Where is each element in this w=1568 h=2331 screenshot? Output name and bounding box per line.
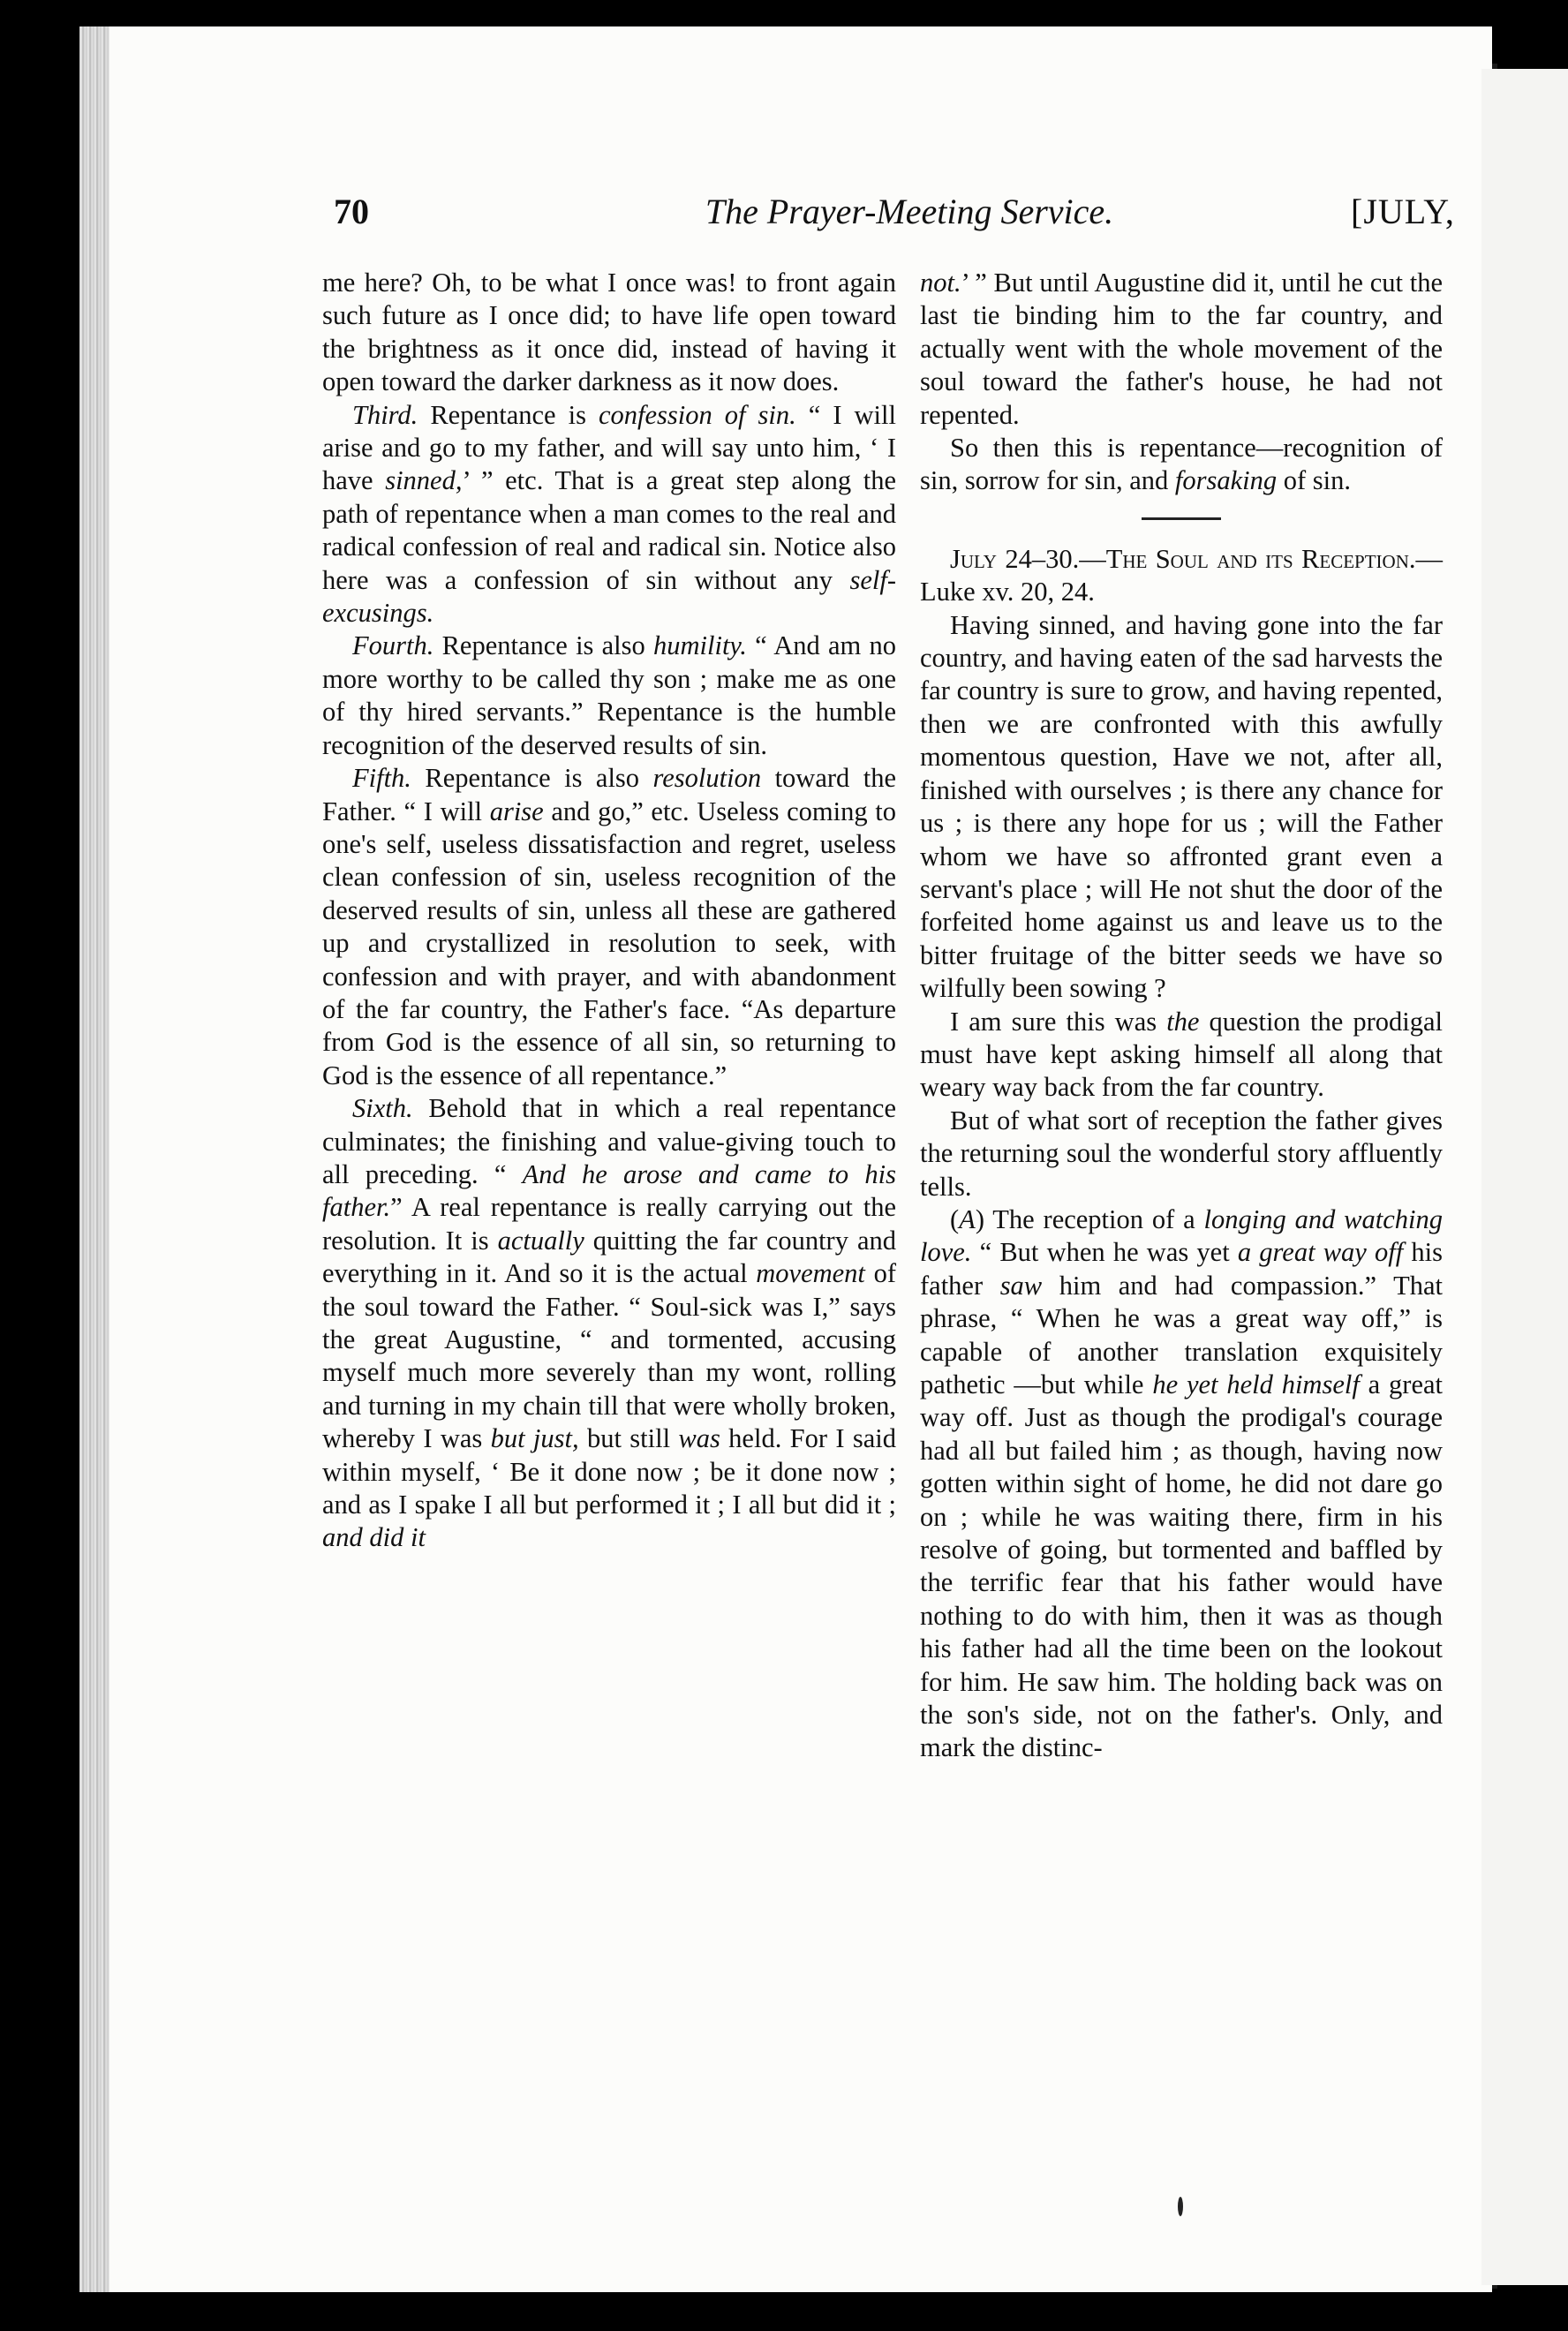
emphasis: saw — [999, 1270, 1043, 1301]
text-run: Repentance is — [418, 399, 599, 430]
text-run: a great way off. Just as though the prodigal's courage had all but failed him ; as though, having now gotten within sight of home, he did not dare go on ; while he was waiting there, firm in his resolve of going, but tormented and baffled by the terrific fear that his father would have nothing to do with him, then it was as though his father had all the time been on the lookout for him. He saw him. The holding back was on the son's side, not on the father's. Only, and mark the distinc- — [920, 1369, 1443, 1763]
page-number: 70 — [334, 192, 369, 231]
paragraph: Having sinned, and having gone into the far country, and having eaten of the sad harvests the far country is sure to grow, and having repented, then we are confronted with this awfully momentous question, Have we not, after all, finished with ourselves ; is there any chance for us ; is there any hope for us ; will the Father whom we have so affronted grant even a servant's place ; will He not shut the door of the forfeited home against us and leave us to the bitter fruitage of the bitter seeds we have so wilfully been sowing ? — [920, 609, 1443, 1004]
book-page — [79, 26, 1492, 2292]
emphasis: not. — [920, 268, 961, 298]
emphasis: but just, — [490, 1423, 579, 1454]
text-run: ’ ” But until Augustine did it, until he cut the last tie binding him to the far country, and actually went with the whole movement of the soul toward the father's house, he had not repented. — [920, 268, 1443, 430]
heading-reference: —Luke xv. 20, 24. — [920, 543, 1443, 607]
emphasis: A — [959, 1203, 976, 1234]
section-label: Fifth. — [352, 763, 411, 794]
text-run: ” A real repentance is really carrying out the resolution. It is — [322, 1192, 896, 1256]
paragraph — [920, 267, 1443, 432]
text-run: So then this is repentance—recognition of sin, sorrow for sin, and — [920, 433, 1443, 496]
right-column — [920, 267, 1443, 1765]
text-run: held. For I said within myself, ‘ Be it done now ; be it done now ; and as I spake I all but performed it ; I all but did it ; — [322, 1423, 896, 1520]
emphasis: humility. — [653, 630, 747, 661]
text-run: toward the Father. “ I will — [322, 763, 896, 826]
text-run: ) The reception of a — [975, 1203, 1204, 1234]
text-run: question the prodigal must have kept asking himself all along that weary way back from the far country. — [920, 1006, 1444, 1103]
section-label: Fourth. — [352, 630, 434, 661]
emphasis: confession of sin. — [599, 399, 796, 430]
ink-speck — [1178, 2197, 1183, 2216]
section-label: Third. — [352, 399, 418, 430]
running-month: [JULY, — [1351, 192, 1455, 231]
paragraph — [920, 1006, 1443, 1105]
heading-date: July 24–30. — [950, 543, 1080, 574]
running-title: The Prayer-Meeting Service. — [705, 192, 1114, 231]
text-run: him and had compassion.” That phrase, “ When he was a great way off,” is capable of another translation exquisitely pathetic —but while — [920, 1270, 1443, 1399]
text-run: Repentance is also — [433, 630, 654, 661]
emphasis: self-excusings. — [322, 564, 896, 629]
paragraph — [920, 432, 1443, 498]
emphasis: movement — [756, 1258, 865, 1289]
text-run: “ And am no more worthy to be called thy son ; make me as one of thy hired servants.” Repentance is the humble recognition of the deserved results of sin. — [322, 630, 896, 760]
emphasis: sinned, — [385, 465, 463, 496]
emphasis: was — [678, 1423, 720, 1454]
page-edge-stack — [79, 26, 109, 2292]
emphasis: resolution — [652, 763, 762, 794]
emphasis: actually — [497, 1225, 584, 1256]
paragraph: me here? Oh, to be what I once was! to front again such future as I once did; to have life open toward the brightness as it once did, instead of having it open toward the darker darkness as it now does. — [322, 268, 896, 397]
paragraph — [920, 1203, 1443, 1765]
text-run: “ But when he was yet — [971, 1237, 1238, 1268]
text-run: but still — [578, 1423, 679, 1454]
text-run: I am sure this was — [950, 1006, 1167, 1037]
emphasis: and did it — [322, 1522, 426, 1553]
emphasis: the — [1166, 1006, 1200, 1037]
left-column — [322, 267, 896, 1555]
text-run: his father — [920, 1237, 1444, 1301]
emphasis: arise — [489, 796, 544, 826]
emphasis: forsaking — [1174, 465, 1278, 496]
text-run: “ I will arise and go to my father, and will say unto him, ‘ I have — [322, 399, 896, 496]
paragraph-fourth — [322, 630, 896, 762]
text-run: quitting the far country and everything in it. And so it is the actual — [322, 1225, 896, 1289]
paragraph-third — [322, 399, 896, 630]
adjacent-page-edge — [1481, 69, 1568, 2285]
section-label: Sixth. — [352, 1093, 413, 1124]
emphasis: longing and watching love. — [920, 1203, 1443, 1268]
text-run: ’ ” etc. That is a great step along the path of repentance when a man comes to the real and radical confession of real and radical sin. Notice also here was a confession of sin without any — [322, 465, 896, 595]
emphasis: he yet held himself — [1152, 1369, 1360, 1399]
section-divider — [1142, 517, 1221, 520]
heading-title: —The Soul and its Reception. — [1079, 543, 1416, 574]
text-run: Behold that in which a real repentance culminates; the finishing and value-giving touch to all preceding. “ — [322, 1093, 896, 1189]
text-run: ( — [950, 1203, 960, 1234]
emphasis: a great way off — [1237, 1237, 1404, 1268]
section-heading — [920, 543, 1443, 609]
paragraph-sixth — [322, 1092, 896, 1555]
emphasis: And he arose and came to his father. — [322, 1158, 897, 1223]
paragraph-fifth — [322, 762, 896, 1092]
text-run: of the soul toward the Father. “ Soul-sick was I,” says the great Augustine, “ and tormented, accusing myself much more severely than my wont, rolling and turning in my chain till that were wholly broken, whereby I was — [322, 1258, 896, 1454]
text-run: and go,” etc. Useless coming to one's self, useless dissatisfaction and regret, useless clean confession of sin, useless recognition of the deserved results of sin, unless all these are gathered up and crystallized in resolution to seek, with confession and with prayer, and with abandonment of the far country, the Father's face. “As departure from God is the essence of all sin, so returning to God is the essence of all repentance.” — [322, 796, 896, 1090]
text-run: Repentance is also — [411, 763, 653, 794]
paragraph: But of what sort of reception the father gives the returning soul the wonderful story affluently tells. — [920, 1105, 1443, 1202]
text-run: of sin. — [1277, 465, 1351, 496]
